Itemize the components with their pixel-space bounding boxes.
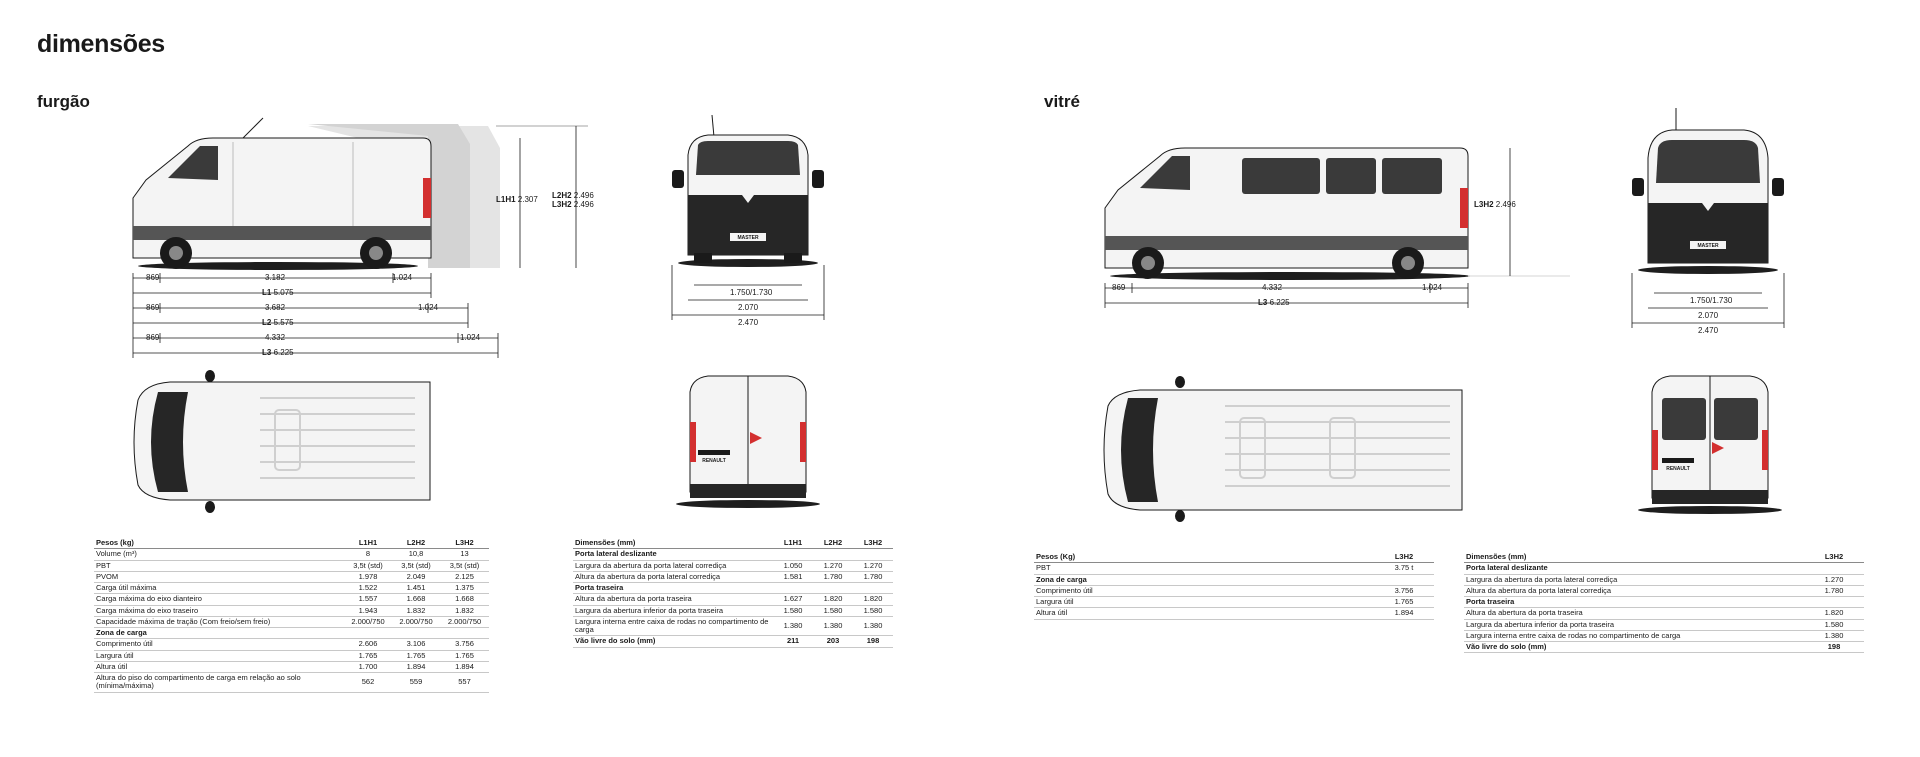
table-row: Carga máxima do eixo dianteiro 1.557 1.668 1.668 (94, 594, 489, 605)
table-row: Altura da abertura da porta traseira 1.627 1.820 1.820 (573, 594, 893, 605)
vitre-title: vitré (1044, 92, 1080, 111)
table-row: Largura interna entre caixa de rodas no compartimento de carga 1.380 1.380 1.380 (573, 616, 893, 636)
furgao-front-windshield (696, 141, 800, 175)
table-row: Comprimento útil 2.606 3.106 3.756 (94, 639, 489, 650)
furgao-mirror-left (672, 170, 684, 188)
table-section: Porta lateral deslizante (573, 549, 893, 560)
furgao-l3: L3 6.225 (262, 348, 294, 357)
furgao-front-width: 2.070 (738, 303, 759, 312)
table-section: Zona de carga (94, 628, 489, 639)
furgao-side-illustration (128, 118, 598, 358)
table-section: Porta traseira (1464, 597, 1864, 608)
table-row: Altura do piso do compartimento de carga em relação ao solo (mínima/máxima) 562 559 557 (94, 673, 489, 693)
furgao-dims-table (573, 538, 893, 648)
furgao-row2-rear: 1.024 (418, 303, 439, 312)
furgao-top-illustration (130, 370, 435, 515)
table-row: Largura da abertura da porta lateral corrediça 1.050 1.270 1.270 (573, 560, 893, 571)
furgao-row3-front: 869 (146, 333, 160, 342)
furgao-row2-mid: 3.682 (265, 303, 286, 312)
page-title: dimensões (37, 30, 165, 58)
vitre-rear-illustration (1634, 370, 1786, 518)
vitre-height: L3H2 2.496 (1474, 200, 1516, 209)
vitre-front-width: 2.070 (1698, 311, 1719, 320)
table-row: Largura da abertura inferior da porta traseira 1.580 (1464, 619, 1864, 630)
furgao-mirror-right (812, 170, 824, 188)
table-row: Largura útil 1.765 (1034, 597, 1434, 608)
furgao-row3-mid: 4.332 (265, 333, 286, 342)
table-row: Largura útil 1.765 1.765 1.765 (94, 650, 489, 661)
furgao-height-l2h2: L2H2 2.496 (552, 191, 594, 200)
table-row: PBT 3.75 t (1034, 563, 1434, 574)
vitre-window-3 (1382, 158, 1442, 194)
table-row: Vão livre do solo (mm) 198 (1464, 642, 1864, 653)
table-row: Vão livre do solo (mm) 211 203 198 (573, 636, 893, 647)
furgao-l1: L1 5.075 (262, 288, 294, 297)
vitre-dims-table: Dimensões (mm) L3H2 Porta lateral deslizante Largura da abertura da porta lateral corrediça 1.270 Altura da abertura da porta lateral corrediça 1.780 Porta traseira Altura da abertura da porta traseira 1.820 Largura da abertura inferior da porta traseira 1.580 Largura interna entre caixa de rodas no compartimento de carga 1.380 Vão livre do solo (mm) 198 (1464, 552, 1864, 653)
vitre-row-rear: 1.024 (1422, 283, 1443, 292)
vitre-weights-table: Pesos (Kg) L3H2 PBT 3.75 t Zona de carga Comprimento útil 3.756 Largura útil 1.765 Altura útil 1.894 (1034, 552, 1434, 620)
furgao-title: furgão (37, 92, 90, 111)
table-row: Carga máxima do eixo traseiro 1.943 1.832 1.832 (94, 605, 489, 616)
vitre-l3: L3 6.225 (1258, 298, 1290, 307)
vitre-side-illustration (1100, 128, 1580, 308)
table-row: Altura da abertura da porta lateral corrediça 1.581 1.780 1.780 (573, 571, 893, 582)
vitre-front-track: 1.750/1.730 (1690, 296, 1733, 305)
svg-text:MASTER: MASTER (1697, 243, 1719, 249)
table-section: Zona de carga (1034, 574, 1434, 585)
vitre-window-2 (1326, 158, 1376, 194)
furgao-tail-light (423, 178, 431, 218)
svg-text:RENAULT: RENAULT (1666, 466, 1690, 472)
vitre-row-mid: 4.332 (1262, 283, 1283, 292)
table-row: Comprimento útil 3.756 (1034, 585, 1434, 596)
furgao-height-l1h1: L1H1 2.307 (496, 195, 538, 204)
furgao-front-track: 1.750/1.730 (730, 288, 773, 297)
table-section: Porta traseira (573, 583, 893, 594)
vitre-window-1 (1242, 158, 1320, 194)
svg-text:MASTER: MASTER (737, 235, 759, 241)
furgao-height-l3h2: L3H2 2.496 (552, 200, 594, 209)
table-row: Largura da abertura inferior da porta traseira 1.580 1.580 1.580 (573, 605, 893, 616)
table-row: PBT 3,5t (std) 3,5t (std) 3,5t (std) (94, 560, 489, 571)
furgao-dims-header: Dimensões (mm) L1H1 L2H2 L3H2 (573, 538, 893, 549)
furgao-row2-front: 869 (146, 303, 160, 312)
furgao-l2: L2 5.575 (262, 318, 294, 327)
table-row: Volume (m³) 8 10,8 13 (94, 549, 489, 560)
table-row: Largura da abertura da porta lateral corrediça 1.270 (1464, 574, 1864, 585)
table-row: Carga útil máxima 1.522 1.451 1.375 (94, 583, 489, 594)
furgao-top-windshield (151, 392, 188, 492)
table-row: Altura útil 1.700 1.894 1.894 (94, 661, 489, 672)
vitre-top-illustration (1100, 376, 1470, 524)
furgao-row1-rear: 1.024 (392, 273, 413, 282)
svg-text:RENAULT: RENAULT (702, 458, 726, 464)
furgao-row3-rear: 1.024 (460, 333, 481, 342)
table-row: Altura da abertura da porta lateral corrediça 1.780 (1464, 585, 1864, 596)
table-row: Altura útil 1.894 (1034, 608, 1434, 619)
table-row: PVOM 1.978 2.049 2.125 (94, 571, 489, 582)
furgao-row1-mid: 3.182 (265, 273, 286, 282)
furgao-weights-header: Pesos (kg) L1H1 L2H2 L3H2 (94, 538, 489, 549)
table-row: Largura interna entre caixa de rodas no compartimento de carga 1.380 (1464, 630, 1864, 641)
furgao-weights-table (94, 538, 489, 693)
vitre-row-front: 869 (1112, 283, 1126, 292)
furgao-front-width-mirrors: 2.470 (738, 318, 759, 327)
furgao-rear-illustration (672, 372, 824, 512)
vitre-front-width-mirrors: 2.470 (1698, 326, 1719, 335)
table-row: Altura da abertura da porta traseira 1.820 (1464, 608, 1864, 619)
table-row: Capacidade máxima de tração (Com freio/sem freio) 2.000/750 2.000/750 2.000/750 (94, 616, 489, 627)
table-section: Porta lateral deslizante (1464, 563, 1864, 574)
furgao-row1-front: 869 (146, 273, 160, 282)
